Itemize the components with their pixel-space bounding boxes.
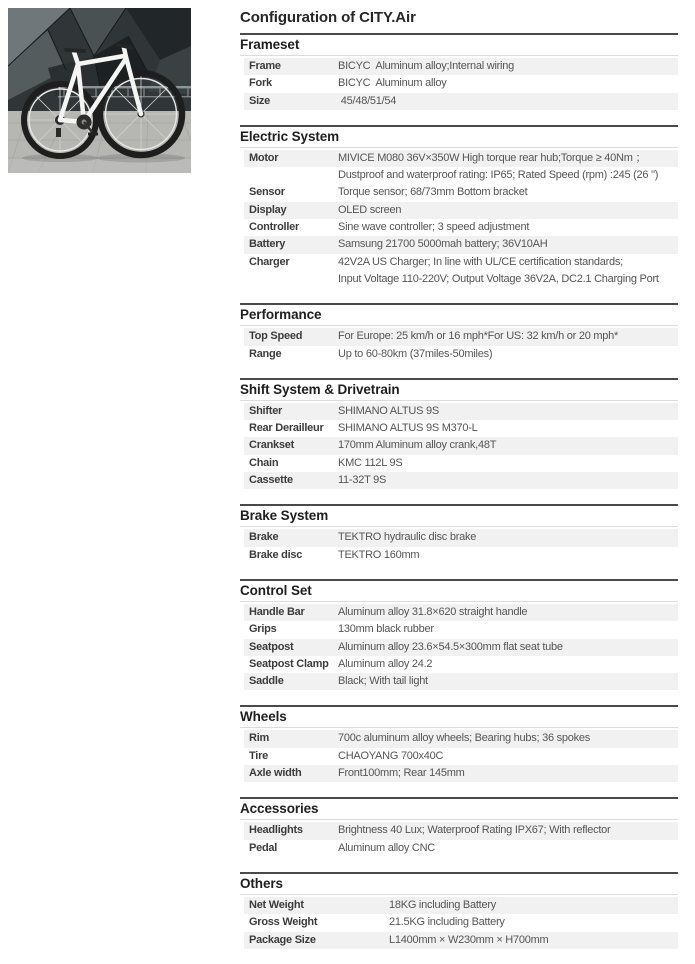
section-divider (240, 705, 678, 707)
spec-rows (240, 822, 678, 857)
spec-row (244, 437, 678, 454)
spec-row-label: Crankset (249, 439, 295, 452)
section-divider (240, 378, 678, 380)
bike-photo (8, 8, 191, 173)
spec-row-label: Seatpost (249, 640, 294, 653)
spec-row (244, 254, 678, 271)
spec-section (240, 125, 678, 288)
spec-row-value: Front100mm; Rear 145mm (338, 767, 465, 780)
spec-row-value: Aluminum alloy 31.8×620 straight handle (338, 605, 528, 618)
spec-row-label: Rim (249, 732, 270, 745)
section-underline (240, 147, 678, 148)
spec-section (240, 504, 678, 564)
section-underline (240, 894, 678, 895)
spec-row (244, 765, 678, 782)
spec-row-label: Rear Derailleur (249, 422, 324, 435)
spec-row-value: 130mm black rubber (338, 623, 434, 636)
spec-section (240, 872, 678, 949)
spec-row-value: Up to 60-80km (37miles-50miles) (338, 347, 493, 360)
spec-row (244, 748, 678, 765)
spec-sections (240, 33, 678, 949)
spec-row (244, 547, 678, 564)
spec-row-label: Brake (249, 531, 279, 544)
spec-row (244, 472, 678, 489)
section-underline (240, 601, 678, 602)
section-divider (240, 872, 678, 874)
spec-rows (240, 58, 678, 110)
section-title: Accessories (240, 801, 319, 817)
spec-row-label: Net Weight (249, 898, 304, 911)
spec-rows (240, 604, 678, 690)
section-title: Others (240, 875, 283, 891)
spec-row-label: Fork (249, 77, 272, 90)
spec-row (244, 150, 678, 167)
section-underline (240, 55, 678, 56)
spec-row-value: Aluminum alloy 23.6×54.5×300mm flat seat tube (338, 640, 563, 653)
spec-row (244, 639, 678, 656)
spec-section (240, 797, 678, 857)
spec-row-label (249, 271, 338, 288)
spec-row (244, 167, 678, 184)
spec-row-value: Brightness 40 Lux; Waterproof Rating IPX67; With reflector (338, 824, 611, 837)
spec-rows (240, 730, 678, 782)
spec-row (244, 184, 678, 201)
spec-row (244, 840, 678, 857)
spec-row (244, 236, 678, 253)
spec-row-label: Seatpost Clamp (249, 657, 329, 670)
spec-row (244, 75, 678, 92)
spec-row (244, 328, 678, 345)
spec-rows (240, 403, 678, 489)
spec-rows (240, 897, 678, 949)
spec-row (244, 529, 678, 546)
section-underline (240, 727, 678, 728)
spec-rows (240, 529, 678, 564)
spec-row-value: L1400mm × W230mm × H700mm (389, 933, 549, 946)
spec-row (244, 656, 678, 673)
section-divider (240, 579, 678, 581)
section-underline (240, 400, 678, 401)
spec-row-label: Brake disc (249, 548, 303, 561)
spec-row (244, 822, 678, 839)
bike-photo-illustration (8, 8, 191, 173)
section-title: Shift System & Drivetrain (240, 381, 400, 397)
section-divider (240, 125, 678, 127)
spec-row (244, 271, 678, 288)
spec-row-label: Handle Bar (249, 605, 305, 618)
spec-row-value: KMC 112L 9S (338, 456, 403, 469)
spec-row-value: 11-32T 9S (338, 474, 387, 487)
spec-row-value: 21.5KG including Battery (389, 916, 505, 929)
spec-row (244, 897, 678, 914)
spec-row-value: Aluminum alloy CNC (338, 841, 435, 854)
section-underline (240, 325, 678, 326)
spec-row-value: Dustproof and waterproof rating: IP65; Rated Speed (rpm) :245 (26 ") (338, 169, 659, 182)
spec-row (244, 621, 678, 638)
spec-row (244, 202, 678, 219)
spec-row-value: For Europe: 25 km/h or 16 mph*For US: 32 km/h or 20 mph* (338, 330, 619, 343)
spec-row (244, 346, 678, 363)
spec-row-value: 45/48/51/54 (338, 94, 397, 107)
spec-row (244, 673, 678, 690)
section-underline (240, 819, 678, 820)
spec-row (244, 58, 678, 75)
spec-row-label: Saddle (249, 675, 284, 688)
spec-section (240, 303, 678, 363)
section-divider (240, 504, 678, 506)
spec-row-label: Battery (249, 238, 286, 251)
spec-row-label: Gross Weight (249, 916, 318, 929)
spec-row-label: Sensor (249, 186, 285, 199)
spec-row-label: Frame (249, 60, 281, 72)
spec-row-value: 700c aluminum alloy wheels; Bearing hubs; 36 spokes (338, 732, 591, 745)
spec-row-label: Controller (249, 221, 300, 234)
spec-row-label: Pedal (249, 841, 278, 854)
spec-row-value: CHAOYANG 700x40C (338, 749, 444, 762)
section-divider (240, 797, 678, 799)
section-title: Performance (240, 307, 322, 323)
spec-row (244, 730, 678, 747)
spec-row-value: Aluminum alloy 24.2 (338, 657, 433, 670)
spec-row-value: Sine wave controller; 3 speed adjustment (338, 221, 530, 234)
spec-row-value: BICYC Aluminum alloy (338, 77, 447, 90)
spec-row-label: Cassette (249, 474, 293, 487)
spec-row-value: TEKTRO 160mm (338, 548, 420, 561)
spec-row (244, 420, 678, 437)
section-title: Wheels (240, 709, 287, 725)
spec-section (240, 33, 678, 110)
spec-rows (240, 150, 678, 288)
spec-row (244, 403, 678, 420)
spec-row (244, 219, 678, 236)
spec-row-label: Top Speed (249, 330, 303, 343)
spec-row-label: Headlights (249, 824, 303, 837)
spec-row-label: Chain (249, 456, 279, 469)
spec-row-value: Samsung 21700 5000mah battery; 36V10AH (338, 238, 548, 251)
spec-row-value: Input Voltage 110-220V; Output Voltage 36V2A, DC2.1 Charging Port (338, 272, 659, 285)
section-title: Electric System (240, 128, 340, 144)
spec-row-value: 170mm Aluminum alloy crank,48T (338, 439, 497, 452)
section-underline (240, 526, 678, 527)
spec-row-value: 42V2A US Charger; In line with UL/CE certification standards; (338, 255, 623, 268)
spec-row-label (249, 167, 338, 184)
spec-row-value: 18KG including Battery (389, 898, 497, 911)
section-title: Frameset (240, 37, 300, 52)
spec-section (240, 705, 678, 782)
spec-row-label: Tire (249, 749, 268, 762)
spec-row-value: OLED screen (338, 203, 402, 216)
section-divider (240, 303, 678, 305)
spec-row-value: BICYC Aluminum alloy;Internal wiring (338, 60, 514, 72)
section-title: Control Set (240, 582, 312, 598)
spec-row-label: Axle width (249, 767, 302, 780)
spec-row (244, 914, 678, 931)
spec-row-value: MIVICE M080 36V×350W High torque rear hub;Torque ≥ 40Nm ； (338, 151, 647, 164)
spec-rows (240, 328, 678, 363)
spec-row-value: SHIMANO ALTUS 9S (338, 404, 439, 417)
spec-row-label: Shifter (249, 404, 283, 417)
spec-row-label: Grips (249, 623, 277, 636)
spec-row-label: Charger (249, 255, 290, 268)
spec-row-value: TEKTRO hydraulic disc brake (338, 531, 477, 544)
section-divider (240, 33, 678, 35)
section-title: Brake System (240, 508, 329, 524)
spec-panel (240, 0, 678, 949)
spec-row (244, 604, 678, 621)
page-title: Configuration of CITY.Air (240, 9, 416, 26)
spec-section (240, 579, 678, 690)
spec-section (240, 378, 678, 489)
spec-row-label: Range (249, 347, 282, 360)
spec-row-label: Display (249, 203, 287, 216)
spec-row-value: Torque sensor; 68/73mm Bottom bracket (338, 186, 528, 199)
spec-row-value: SHIMANO ALTUS 9S M370-L (338, 422, 478, 435)
spec-row-label: Motor (249, 151, 279, 164)
spec-row-label: Size (249, 94, 271, 107)
spec-row-label: Package Size (249, 933, 316, 946)
spec-row-value: Black; With tail light (338, 675, 428, 688)
spec-row (244, 932, 678, 949)
spec-row (244, 93, 678, 110)
spec-row (244, 455, 678, 472)
